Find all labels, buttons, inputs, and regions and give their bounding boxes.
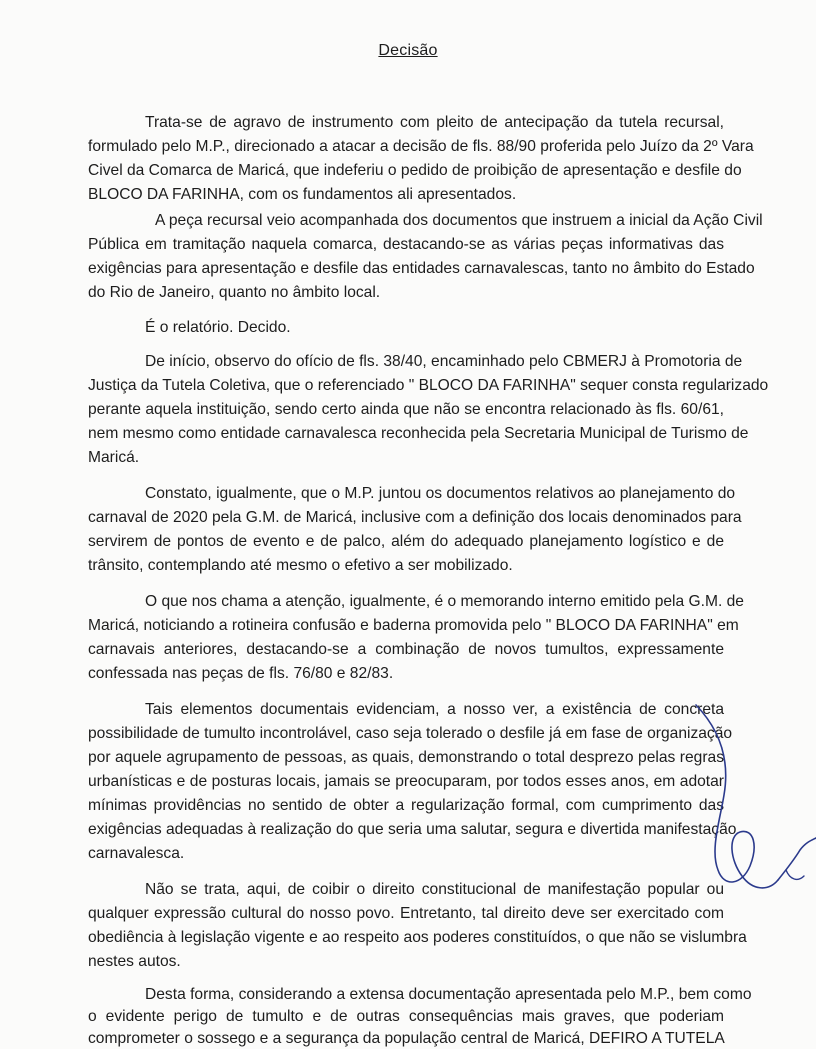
paragraph-1-line-1: Trata-se de agravo de instrumento com pleito de antecipação da tutela recursal,: [145, 114, 724, 131]
paragraph-1-line-3: Civel da Comarca de Maricá, que indeferiu o pedido de proibição de apresentação e desfile do: [88, 162, 742, 179]
paragraph-4-line-1: De início, observo do ofício de fls. 38/40, encaminhado pelo CBMERJ à Promotoria de: [145, 353, 743, 370]
paragraph-7-line-2: possibilidade de tumulto incontrolável, caso seja tolerado o desfile já em fase de organização: [88, 725, 733, 742]
handwritten-signature: [690, 700, 816, 930]
paragraph-6-line-1: O que nos chama a atenção, igualmente, é o memorando interno emitido pela G.M. de: [145, 593, 744, 610]
paragraph-8-line-1: Não se trata, aqui, de coibir o direito constitucional de manifestação popular ou: [145, 881, 724, 898]
paragraph-6-line-3: carnavais anteriores, destacando-se a combinação de novos tumultos, expressamente: [88, 641, 724, 658]
paragraph-9-line-3: comprometer o sossego e a segurança da população central de Maricá, DEFIRO A TUTELA: [88, 1030, 725, 1047]
paragraph-7-line-6: exigências adequadas à realização do que seria uma salutar, segura e divertida manifestação: [88, 821, 737, 838]
paragraph-4-line-3: perante aquela instituição, sendo certo ainda que não se encontra relacionado às fls. 60/61,: [88, 401, 724, 418]
paragraph-2-line-4: do Rio de Janeiro, quanto no âmbito local.: [88, 284, 381, 301]
paragraph-7-line-4: urbanísticas e de posturas locais, jamais se preocuparam, por todos esses anos, em adotar: [88, 773, 724, 790]
paragraph-2-line-3: exigências para apresentação e desfile das entidades carnavalescas, tanto no âmbito do Estado: [88, 260, 755, 277]
paragraph-6-line-4: confessada nas peças de fls. 76/80 e 82/83.: [88, 665, 394, 682]
paragraph-9-line-2: o evidente perigo de tumulto e de outras consequências mais graves, que poderiam: [88, 1008, 724, 1025]
paragraph-4-line-5: Maricá.: [88, 449, 140, 466]
paragraph-2-line-2: Pública em tramitação naquela comarca, destacando-se as várias peças informativas das: [88, 236, 724, 253]
paragraph-6-line-2: Maricá, noticiando a rotineira confusão e baderna promovida pelo " BLOCO DA FARINHA" em: [88, 617, 739, 634]
document-title: Decisão: [378, 42, 438, 59]
paragraph-7-line-5: mínimas providências no sentido de obter a regularização formal, com cumprimento das: [88, 797, 724, 814]
paragraph-5-line-2: carnaval de 2020 pela G.M. de Maricá, inclusive com a definição dos locais denominados para: [88, 509, 742, 526]
paragraph-7-line-7: carnavalesca.: [88, 845, 185, 862]
paragraph-8-line-3: obediência à legislação vigente e ao respeito aos poderes constituídos, o que não se vislumbra: [88, 929, 747, 946]
paragraph-7-line-1: Tais elementos documentais evidenciam, a nosso ver, a existência de concreta: [145, 701, 724, 718]
paragraph-4-line-4: nem mesmo como entidade carnavalesca reconhecida pela Secretaria Municipal de Turismo de: [88, 425, 749, 442]
paragraph-5-line-1: Constato, igualmente, que o M.P. juntou os documentos relativos ao planejamento do: [145, 485, 736, 502]
paragraph-1-line-4: BLOCO DA FARINHA, com os fundamentos ali apresentados.: [88, 186, 517, 203]
paragraph-7-line-3: por aquele agrupamento de pessoas, as quais, demonstrando o total desprezo pelas regras: [88, 749, 724, 766]
paragraph-2-line-1: A peça recursal veio acompanhada dos documentos que instruem a inicial da Ação Civil: [155, 212, 763, 229]
paragraph-8-line-4: nestes autos.: [88, 953, 181, 970]
paragraph-4-line-2: Justiça da Tutela Coletiva, que o referenciado " BLOCO DA FARINHA" sequer consta regularizado: [88, 377, 769, 394]
paragraph-8-line-2: qualquer expressão cultural do nosso povo. Entretanto, tal direito deve ser exercitado com: [88, 905, 724, 922]
paragraph-9-line-1: Desta forma, considerando a extensa documentação apresentada pelo M.P., bem como: [145, 986, 752, 1003]
paragraph-1-line-2: formulado pelo M.P., direcionado a atacar a decisão de fls. 88/90 proferida pelo Juízo da 2º Vara: [88, 138, 754, 155]
paragraph-3-line-1: É o relatório. Decido.: [145, 319, 291, 336]
paragraph-5-line-4: trânsito, contemplando até mesmo o efetivo a ser mobilizado.: [88, 557, 513, 574]
paragraph-5-line-3: servirem de pontos de evento e de palco, além do adequado planejamento logístico e de: [88, 533, 724, 550]
